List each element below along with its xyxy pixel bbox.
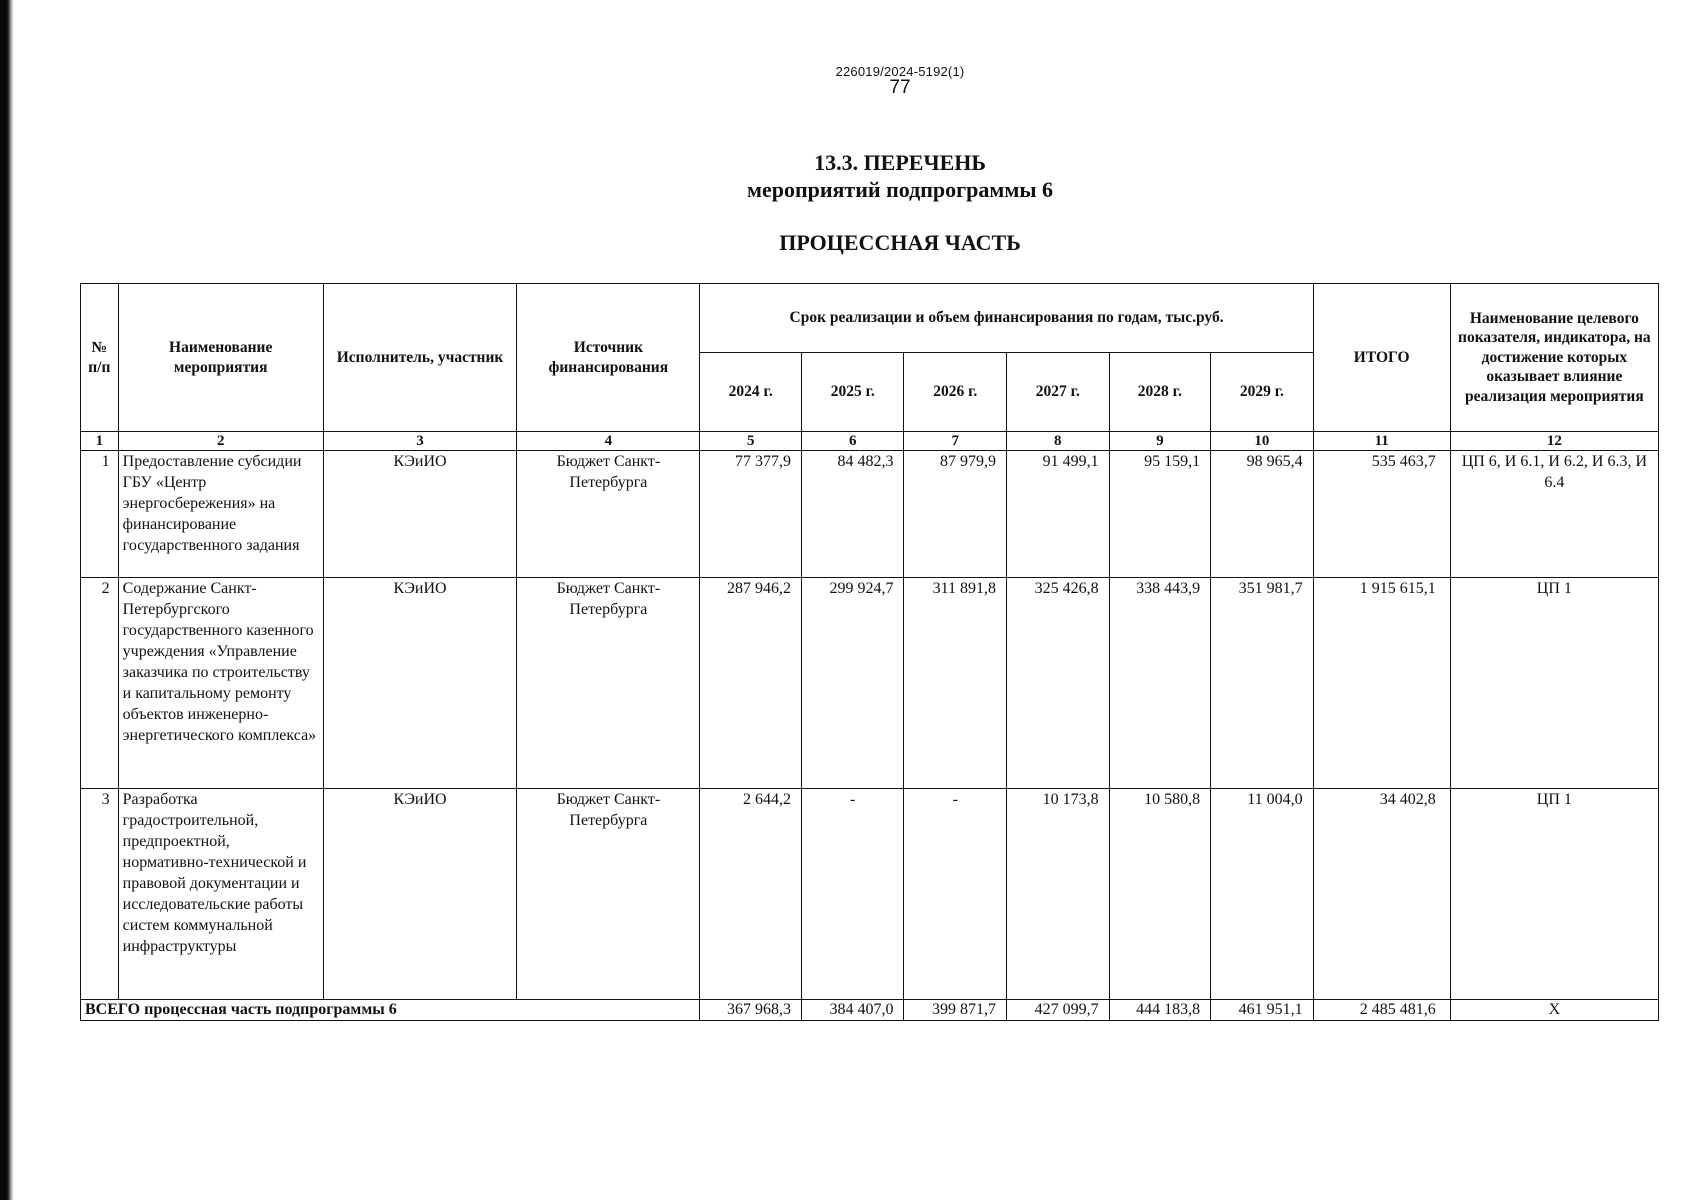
row-total: 34 402,8: [1313, 789, 1450, 1000]
table-row: [81, 578, 1659, 789]
total-year-value: 444 183,8: [1109, 1000, 1211, 1021]
column-number: 2: [118, 432, 323, 451]
row-number: 2: [81, 578, 119, 789]
header-year: 2026 г.: [904, 353, 1007, 432]
list-subtitle: мероприятий подпрограммы 6: [746, 177, 1054, 202]
column-number: 9: [1109, 432, 1211, 451]
measure-name: Содержание Санкт-Петербургского государственного казенного учреждения «Управление заказчика по строительству и капитальному ремонту объектов инженерно-энергетического комплекса»: [118, 578, 323, 789]
column-number: 5: [700, 432, 802, 451]
header-year: 2025 г.: [801, 353, 904, 432]
column-numbers-row: [81, 432, 1659, 451]
total-row: [81, 1000, 1659, 1021]
year-value: 95 159,1: [1109, 451, 1211, 578]
year-value: 299 924,7: [801, 578, 904, 789]
total-year-value: 427 099,7: [1007, 1000, 1110, 1021]
total-year-value: 399 871,7: [904, 1000, 1007, 1021]
column-number: 11: [1313, 432, 1450, 451]
year-value: 338 443,9: [1109, 578, 1211, 789]
measures-table: [80, 283, 1659, 1021]
year-value: 311 891,8: [904, 578, 1007, 789]
total-year-value: 384 407,0: [801, 1000, 904, 1021]
column-number: 6: [801, 432, 904, 451]
header-row: [81, 284, 1659, 353]
year-value: 87 979,9: [904, 451, 1007, 578]
page-number: 77: [889, 77, 911, 98]
section-title: ПРОЦЕССНАЯ ЧАСТЬ: [779, 230, 1021, 255]
column-number: 12: [1450, 432, 1658, 451]
header-year: 2024 г.: [700, 353, 802, 432]
header-num: № п/п: [81, 284, 119, 432]
column-number: 3: [323, 432, 517, 451]
executor: КЭиИО: [323, 789, 517, 1000]
executor: КЭиИО: [323, 578, 517, 789]
header-year: 2027 г.: [1007, 353, 1110, 432]
header-total: ИТОГО: [1313, 284, 1450, 432]
year-value: 98 965,4: [1211, 451, 1314, 578]
funding-source: Бюджет Санкт-Петербурга: [517, 451, 700, 578]
total-label: ВСЕГО процессная часть подпрограммы 6: [81, 1000, 700, 1021]
header-year: 2029 г.: [1211, 353, 1314, 432]
column-number: 1: [81, 432, 119, 451]
document-number: 226019/2024-5192(1): [835, 64, 965, 79]
row-number: 1: [81, 451, 119, 578]
year-value: -: [904, 789, 1007, 1000]
target-indicator: ЦП 1: [1450, 578, 1658, 789]
measure-name: Разработка градостроительной, предпроектной, нормативно-технической и правовой документации и исследовательские работы систем коммунальной инфраструктуры: [118, 789, 323, 1000]
year-value: -: [801, 789, 904, 1000]
table-row: [81, 451, 1659, 578]
total-year-value: 461 951,1: [1211, 1000, 1314, 1021]
year-value: 351 981,7: [1211, 578, 1314, 789]
target-indicator: ЦП 1: [1450, 789, 1658, 1000]
header-indicator: Наименование целевого показателя, индикатора, на достижение которых оказывает влияние реализация мероприятия: [1450, 284, 1658, 432]
year-value: 84 482,3: [801, 451, 904, 578]
header-period: Срок реализации и объем финансирования по годам, тыс.руб.: [700, 284, 1313, 353]
grand-total: 2 485 481,6: [1313, 1000, 1450, 1021]
year-value: 2 644,2: [700, 789, 802, 1000]
column-number: 8: [1007, 432, 1110, 451]
header-year: 2028 г.: [1109, 353, 1211, 432]
year-value: 325 426,8: [1007, 578, 1110, 789]
executor: КЭиИО: [323, 451, 517, 578]
funding-source: Бюджет Санкт-Петербурга: [517, 789, 700, 1000]
year-value: 287 946,2: [700, 578, 802, 789]
column-number: 10: [1211, 432, 1314, 451]
column-number: 7: [904, 432, 1007, 451]
row-total: 1 915 615,1: [1313, 578, 1450, 789]
year-value: 91 499,1: [1007, 451, 1110, 578]
year-value: 77 377,9: [700, 451, 802, 578]
row-number: 3: [81, 789, 119, 1000]
header-executor: Исполнитель, участник: [323, 284, 517, 432]
table-row: [81, 789, 1659, 1000]
year-value: 11 004,0: [1211, 789, 1314, 1000]
funding-source: Бюджет Санкт-Петербурга: [517, 578, 700, 789]
row-total: 535 463,7: [1313, 451, 1450, 578]
total-year-value: 367 968,3: [700, 1000, 802, 1021]
total-indicator: Х: [1450, 1000, 1658, 1021]
target-indicator: ЦП 6, И 6.1, И 6.2, И 6.3, И 6.4: [1450, 451, 1658, 578]
year-value: 10 580,8: [1109, 789, 1211, 1000]
header-name: Наименование мероприятия: [118, 284, 323, 432]
measure-name: Предоставление субсидии ГБУ «Центр энергосбережения» на финансирование государственного задания: [118, 451, 323, 578]
column-number: 4: [517, 432, 700, 451]
list-title: 13.3. ПЕРЕЧЕНЬ: [814, 150, 986, 175]
year-value: 10 173,8: [1007, 789, 1110, 1000]
header-source: Источник финансирования: [517, 284, 700, 432]
